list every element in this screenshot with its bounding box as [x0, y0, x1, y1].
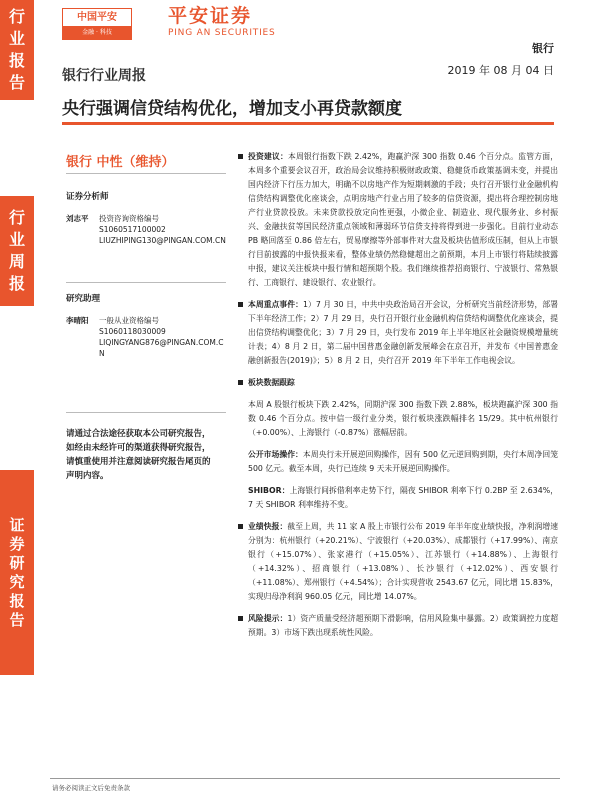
sidebar-char: 究: [9, 572, 25, 591]
assistant-heading: 研究助理: [66, 294, 101, 304]
paragraph-text: 本周 A 股银行板块下跌 2.42%，同期沪深 300 指数下跌 2.88%，板块跑赢沪深 300 指数 0.46 个百分点。按中信一级行业分类，银行板块涨跌幅排名 15/29。其中杭州银行（+0.00%）、上海银行（-0.87%）涨幅居前。: [248, 400, 558, 437]
paragraph-text: 上海银行间拆借利率走势下行，隔夜 SHIBOR 利率下行 0.2BP 至 2.634%，7 天 SHIBOR 利率维持不变。: [248, 486, 558, 509]
report-date: 2019 年 08 月 04 日: [447, 64, 554, 77]
paragraph-text: 1）7 月 30 日，中共中央政治局召开会议，分析研究当前经济形势，部署下半年经济工作；2）7 月 29 日，央行召开银行业金融机构信贷结构调整优化座谈会，提出信贷结构调整优化；3）7 月 29 日，央行发布 2019 年上半年地区社会融资规模增量统计表；4）8 月 2 日，第二届中国普惠金融创新发展峰会在京召开，并发布《中国普惠金融创新报告(2019)》；5）8 月 2 日，央行召开 2019 年下半年工作电视会议。: [248, 300, 559, 365]
assistant-section: [66, 294, 231, 359]
assistant-email: LIQINGYANG876@PINGAN.COM.C: [99, 338, 224, 347]
paragraph-text: 本周央行未开展逆回购操作，因有 500 亿元逆回购到期，央行本周净回笼 500 亿元。截至本周，央行已连续 9 天未开展逆回购操作。: [248, 450, 558, 473]
disclaimer-text: 请通过合法途径获取本公司研究报告，如经由未经许可的渠道获得研究报告，请慎重使用并注意阅读研究报告尾页的声明内容。: [66, 429, 211, 481]
section-divider: [66, 282, 226, 283]
page-title: 央行强调信贷结构优化，增加支小再贷款额度: [62, 99, 402, 119]
sidebar-char: 行: [8, 208, 25, 227]
paragraph-label: 投资建议：: [248, 152, 288, 161]
report-body: [248, 150, 558, 640]
title-divider: [62, 122, 554, 125]
ping-an-group-logo: [62, 8, 132, 40]
left-sidebar: [0, 0, 34, 800]
paragraph-label: SHIBOR：: [248, 486, 290, 495]
paragraph-label: 业绩快报：: [248, 522, 288, 531]
paragraph-text: 截至上周，共 11 家 A 股上市银行公布 2019 年半年度业绩快报，净利润增速分别为：杭州银行（+20.21%）、宁波银行（+20.03%）、成都银行（+17.99%）、南京银行（+15.07%）、张家港行（+15.05%）、江苏银行（+14.88%）、上海银行（+14.32%）、招商银行（+13.08%）、长沙银行（+12.02%）、西安银行（+11.08%）、郑州银行（+4.54%）；合计实现营收 2543.67 亿元，同比增 15.83%，实现归母净利润 960.05 亿元，同比增 14.07%。: [248, 522, 558, 601]
paragraph-label: 风险提示：: [248, 614, 288, 623]
sidebar-char: 告: [8, 73, 25, 92]
rating-divider: [66, 173, 226, 174]
analyst-section: [66, 192, 231, 246]
bullet-icon: [238, 524, 243, 529]
logo-text: 中国平安: [77, 12, 117, 23]
bullet-icon: [238, 616, 243, 621]
bullet-icon: [238, 380, 243, 385]
sidebar-char: 券: [9, 534, 25, 553]
report-category: 银行: [532, 42, 554, 55]
analyst-license-label: 投资咨询资格编号: [99, 214, 159, 223]
analyst-email: LIUZHIPING130@PINGAN.COM.CN: [99, 236, 226, 245]
sidebar-char: 行: [8, 7, 25, 26]
logo-subtext: 金融 · 科技: [63, 26, 131, 39]
key-events-paragraph: [248, 298, 558, 368]
analyst-name: 刘志平: [66, 214, 89, 223]
investment-advice-paragraph: [248, 150, 558, 290]
sidebar-char: 告: [9, 610, 25, 629]
open-market-paragraph: [248, 448, 558, 476]
sidebar-label-industry-report: [0, 0, 34, 100]
assistant-license-number: S1060118030009: [99, 327, 166, 336]
report-type: 银行行业周报: [62, 68, 146, 84]
assistant-name: 李晴阳: [66, 316, 89, 325]
paragraph-label: 本周重点事件：: [248, 300, 303, 309]
section-divider: [66, 412, 226, 413]
industry-rating: 银行 中性（维持）: [66, 155, 175, 170]
assistant-email-cont: N: [99, 349, 105, 358]
sector-data-paragraph: [248, 398, 558, 440]
footer-divider: [50, 778, 560, 779]
brand-name-cn: 平安证券: [168, 5, 253, 27]
sidebar-char: 业: [8, 230, 25, 249]
sidebar-label-industry-weekly: [0, 196, 34, 306]
paragraph-label: 公开市场操作：: [248, 450, 303, 459]
ping-an-securities-brand: [168, 5, 276, 39]
sidebar-char: 报: [8, 51, 25, 70]
analyst-entry: [66, 213, 231, 246]
assistant-entry: [66, 315, 231, 359]
sidebar-char: 报: [8, 274, 25, 293]
brand-name-en: PING AN SECURITIES: [168, 28, 276, 38]
sidebar-char: 业: [8, 29, 25, 48]
sidebar-char: 周: [8, 252, 25, 271]
bullet-icon: [238, 154, 243, 159]
assistant-license-label: 一般从业资格编号: [99, 316, 159, 325]
sector-data-heading: [248, 376, 558, 390]
risk-warning-paragraph: [248, 612, 558, 640]
paragraph-text: 本周银行指数下跌 2.42%，跑赢沪深 300 指数 0.46 个百分点。监管方面，本周多个重要会议召开，政治局会议维持积极财政政策、稳健货币政策基调未变，并提出国内经济下行压力加大，明确不以房地产作为短期刺激的手段；央行召开银行业金融机构信贷结构调整优化座谈会，点明房地产行业占用了较多的信贷资源，提出将合理控制房地产行业贷款投放。未来贷款投放定向性更强，小微企业、制造业、现代服务业、乡村振兴、金融扶贫等国民经济重点领域和薄弱环节信贷支持将得到进一步强化。目前行业动态 PB 略回落至 0.86 倍左右，贸易摩擦等外部事件对大盘及板块估值形成压制，但从上市银行目前披露的中报快报来看，整体业绩仍然稳健超出之前预期，本月上市银行将陆续披露中报，建议关注板块中报行情和超预期个股。我们继续推荐招商银行、宁波银行、常熟银行、工商银行、建设银行、农业银行。: [248, 152, 559, 287]
earnings-flash-paragraph: [248, 520, 558, 604]
paragraph-text: 1）资产质量受经济超预期下滑影响，信用风险集中暴露。2）政策调控力度超预期。3）市场下跌出现系统性风险。: [248, 614, 559, 637]
sidebar-label-research-report: [0, 470, 34, 675]
bullet-icon: [238, 302, 243, 307]
footer-note: 请务必阅读正文后免责条款: [52, 784, 130, 792]
shibor-paragraph: [248, 484, 558, 512]
analyst-heading: 证券分析师: [66, 192, 109, 202]
sidebar-char: 报: [9, 591, 25, 610]
section-heading: 板块数据跟踪: [248, 378, 295, 387]
sidebar-char: 证: [9, 515, 25, 534]
sidebar-char: 研: [9, 553, 25, 572]
analyst-license-number: S1060517100002: [99, 225, 166, 234]
